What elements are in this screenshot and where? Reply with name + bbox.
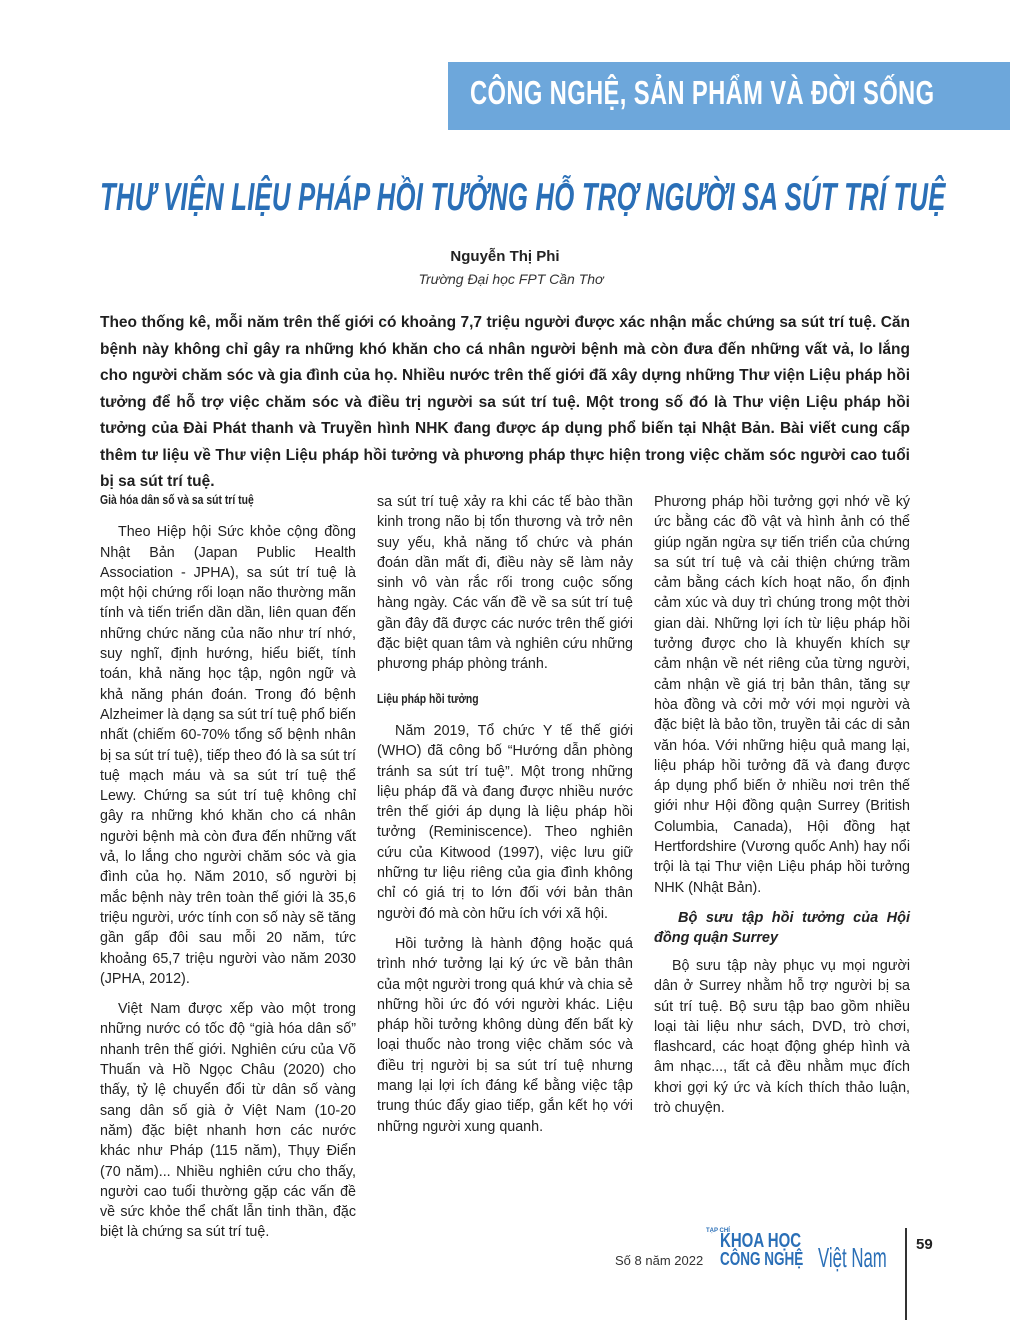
issue-label: Số 8 năm 2022 xyxy=(615,1253,704,1268)
article-title: THƯ VIỆN LIỆU PHÁP HỒI TƯỞNG HỖ TRỢ NGƯỜI SA SÚT TRÍ TUỆ xyxy=(100,176,946,219)
logo-line-3: Việt Nam xyxy=(818,1242,887,1273)
paragraph: sa sút trí tuệ xảy ra khi các tế bào thần kinh trong não bị tổn thương và trở nên suy yếu, khả năng tổ chức và phán đoán dần mất đi, điều này sẽ làm nảy sinh vô vàn rắc rối trong cuộc sống hàng ngày. Các vấn đề về sa sút trí tuệ gần đây đã được các nước trên thế giới đặc biệt quan tâm và nghiên cứu những phương pháp phòng tránh. xyxy=(377,494,633,673)
section-heading-aging: Già hóa dân số và sa sút trí tuệ xyxy=(100,492,254,507)
section-banner xyxy=(448,62,1010,130)
logo-line-2: CÔNG NGHỆ xyxy=(720,1249,804,1269)
column-2 xyxy=(377,492,633,1147)
logo-small-text: TẠP CHÍ xyxy=(706,1228,730,1234)
footer-divider xyxy=(905,1228,907,1320)
column-1 xyxy=(100,490,356,1253)
paragraph: Hồi tưởng là hành động hoặc quá trình nhớ tưởng lại ký ức về bản thân của một người trong quá khứ và chia sẻ những hồi ức đó với người khác. Liệu pháp hồi tưởng không dùng đến bất kỳ loại thuốc nào trong việc chăm sóc và điều trị người bị sa sút trí tuệ nhưng mang lại lợi ích đáng kể bằng việc tập trung thúc đẩy giao tiếp, gắn kết họ với những người xung quanh. xyxy=(377,935,633,1135)
column-3 xyxy=(654,492,910,1128)
paragraph: Bộ sưu tập này phục vụ mọi người dân ở Surrey nhằm hỗ trợ người bị sa sút trí tuệ. Bộ sưu tập bao gồm nhiều loại tài liệu như sách, DVD, trò chơi, flashcard, các hoạt động ghép hình và âm nhạc..., tất cả đều nhằm mục đích khơi gợi ký ức và kích thích thảo luận, trò chuyện. xyxy=(654,957,910,1117)
paragraph: Việt Nam được xếp vào một trong những nước có tốc độ “già hóa dân số” nhanh trên thế giới. Nghiên cứu của Võ Thuấn và Hồ Ngọc Châu (2020) cho thấy, tỷ lệ chuyển đổi từ dân số vàng sang dân số già ở Việt Nam (10-20 năm) đặc biệt nhanh hơn các nước khác như Pháp (115 năm), Thụy Điển (70 năm)... Nhiều nghiên cứu cho thấy, người cao tuổi thường gặp các vấn đề về sức khỏe thể chất lẫn tinh thần, đặc biệt là chứng sa sút trí tuệ. xyxy=(100,1001,356,1241)
paragraph: Năm 2019, Tổ chức Y tế thế giới (WHO) đã công bố “Hướng dẫn phòng tránh sa sút trí tuệ”. Một trong những liệu pháp đã và đang được nhiều nước trên thế giới áp dụng là liệu pháp hồi tưởng (Reminiscence). Theo nghiên cứu của Kitwood (1997), việc lưu giữ những tư liệu riêng của gia đình không chỉ có giá trị to lớn đối với bản thân người đó mà còn hữu ích với xã hội. xyxy=(377,722,633,922)
section-heading-surrey: Bộ sưu tập hồi tưởng của Hội đồng quận Surrey xyxy=(654,909,910,946)
abstract: Theo thống kê, mỗi năm trên thế giới có khoảng 7,7 triệu người được xác nhận mắc chứng sa sút trí tuệ. Căn bệnh này không chỉ gây ra những khó khăn cho cá nhân người bệnh mà còn đưa đến những vất vả, lo lắng cho người chăm sóc và gia đình của họ. Nhiều nước trên thế giới đã xây dựng những Thư viện Liệu pháp hồi tưởng để hỗ trợ việc chăm sóc và điều trị người sa sút trí tuệ. Một trong số đó là Thư viện Liệu pháp hồi tưởng của Đài Phát thanh và Truyền hình NHK đang được áp dụng phổ biến tại Nhật Bản. Bài viết cung cấp thêm tư liệu về Thư viện Liệu pháp hồi tưởng và phương pháp thực hiện trong việc chăm sóc người cao tuổi bị sa sút trí tuệ. xyxy=(100,314,910,490)
section-label: CÔNG NGHỆ, SẢN PHẨM VÀ ĐỜI SỐNG xyxy=(470,74,935,111)
author-affiliation: Trường Đại học FPT Cần Thơ xyxy=(418,271,604,287)
author-name: Nguyễn Thị Phi xyxy=(450,248,560,265)
journal-logo xyxy=(706,1228,886,1278)
page-number: 59 xyxy=(916,1236,933,1253)
paragraph: Theo Hiệp hội Sức khỏe cộng đồng Nhật Bản (Japan Public Health Association - JPHA), sa sút trí tuệ là một hội chứng rối loạn não thường mãn tính và tiến triển dần dần, liên quan đến những chức năng của não như trí nhớ, suy nghĩ, định hướng, hiểu biết, tính toán, khả năng học tập, ngôn ngữ và khả năng phán đoán. Trong đó bệnh Alzheimer là dạng sa sút trí tuệ phổ biến nhất (chiếm 60-70% tổng số bệnh nhân bị sa sút trí tuệ), tiếp theo đó là sa sút trí tuệ mạch máu và sa sút trí tuệ thể Lewy. Chứng sa sút trí tuệ không chỉ gây ra những khó khăn cho cá nhân người bệnh mà còn đưa đến những vất vả, lo lắng cho người chăm sóc và gia đình của họ. Năm 2010, số người bị mắc bệnh này trên toàn thế giới là 35,6 triệu người, ước tính con số này sẽ tăng gần gấp đôi sau mỗi 20 năm, tức khoảng 65,7 triệu người vào năm 2030 (JPHA, 2012). xyxy=(100,524,356,987)
section-heading-therapy: Liệu pháp hồi tưởng xyxy=(377,690,479,706)
logo-line-1: KHOA HỌC xyxy=(720,1230,802,1252)
paragraph: Phương pháp hồi tưởng gợi nhớ về ký ức bằng các đồ vật và hình ảnh có thể giúp ngăn ngừa sự tiến triển của chứng sa sút trí tuệ và cải thiện chứng trầm cảm bằng cách kích hoạt não, ổn định cảm xúc và duy trì chúng trong một thời gian dài. Những lợi ích từ liệu pháp hồi tưởng được cho là khuyến khích sự cảm nhận về nét riêng của từng người, cảm nhận về giá trị bản thân, tăng sự hòa đồng và cởi mở với mọi người và đặc biệt là bảo tồn, truyền tải các di sản văn hóa. Với những hiệu quả mang lại, liệu pháp hồi tưởng đã và đang được áp dụng phổ biến ở nhiều nơi trên thế giới như Hội đồng quận Surrey (British Columbia, Canada), Hội đồng hạt Hertfordshire (Vương quốc Anh) hay nổi trội là tại Thư viện Liệu pháp hồi tưởng NHK (Nhật Bản). xyxy=(654,494,910,896)
